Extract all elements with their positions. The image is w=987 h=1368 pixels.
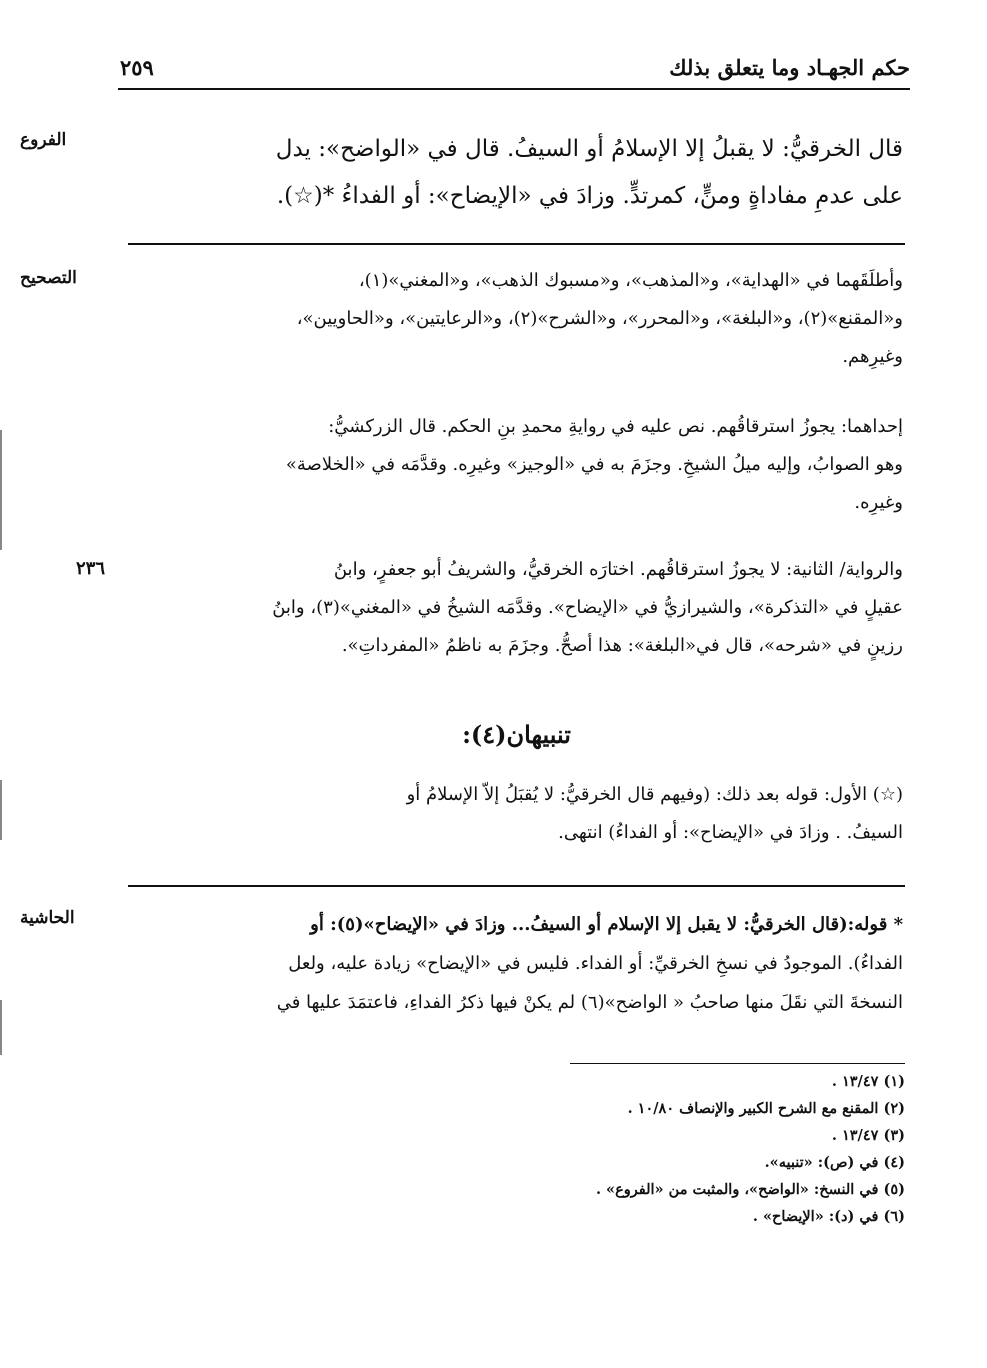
tashih-p3-line-3: رزينٍ في «شرحه»، قال في«البلغة»: هذا أصحُّ. وجزَمَ به ناظمُ «المفرداتِ».: [341, 635, 903, 656]
footnote-3: (٣) ١٣/٤٧ .: [831, 1127, 905, 1144]
running-header: [120, 54, 910, 82]
tashih-paragraph-3: [130, 551, 903, 665]
label-tashih: التصحيح: [20, 268, 77, 288]
tashih-p1-line-3: وغيرِهم.: [842, 346, 903, 367]
tashih-paragraph-1: [130, 262, 903, 376]
notice-line-1: (☆) الأول: قوله بعد ذلك: (وفيهم قال الخرقيُّ: لا يُقبَلُ إلاّ الإسلامُ أو: [406, 784, 903, 805]
footnotes: [400, 1068, 905, 1230]
header-rule: [118, 88, 910, 90]
hashiya-line-2: الفداءُ). الموجودُ في نسخِ الخرقيِّ: أو الفداء. فليس في «الإيضاح» زيادة عليه، ولعل: [288, 953, 903, 974]
furu-line-1: قال الخرقيُّ: لا يقبلُ إلا الإسلامُ أو السيفُ. قال في «الواضح»: يدل: [275, 136, 903, 162]
tashih-p2-line-2: وهو الصوابُ، وإليه ميلُ الشيخِ. وجزَمَ به في «الوجيز» وغيرِه. وقدَّمَه في «الخلاصة»: [285, 454, 903, 475]
tashih-p1-line-1: وأطلَقَهما في «الهداية»، و«المذهب»، و«مسبوك الذهب»، و«المغني»(١)،: [358, 270, 903, 291]
scan-edge-mark: [0, 780, 2, 840]
footnote-rule: [570, 1063, 905, 1064]
hashiya-line-3: النسخةَ التي نقَلَ منها صاحبُ « الواضح»(٦) لم يكنْ فيها ذكرُ الفداءِ، فاعتمَدَ عليها في: [276, 992, 903, 1013]
margin-number: ٢٣٦: [76, 558, 106, 579]
notice-line-2: السيفُ. . وزادَ في «الإيضاح»: أو الفداءُ) انتهى.: [558, 822, 903, 843]
notice-text: [130, 776, 903, 852]
section-rule-2: [128, 885, 905, 887]
tashih-p2-line-1: إحداهما: يجوزُ استرقاقُهم. نص عليه في روايةِ محمدِ بنِ الحكم. قال الزركشيُّ:: [328, 416, 903, 437]
label-hashiya: الحاشية: [20, 908, 75, 928]
page-number: ٢٥٩: [120, 55, 154, 80]
footnote-2: (٢) المقنع مع الشرح الكبير والإنصاف ١٠/٨٠ .: [627, 1100, 905, 1117]
tashih-p3-line-2: عقيلٍ في «التذكرة»، والشيرازيُّ في «الإيضاح». وقدَّمَه الشيخُ في «المغني»(٣)، وابنُ: [272, 597, 903, 618]
footnote-4: (٤) في (ص): «تنبيه».: [764, 1154, 905, 1171]
hashiya-line-1: * قوله:(قال الخرقيُّ: لا يقبل إلا الإسلام أو السيفُ... وزادَ في «الإيضاح»(٥): أو: [310, 914, 903, 935]
tashih-p2-line-3: وغيرِه.: [854, 492, 903, 513]
tashih-paragraph-2: [130, 408, 903, 522]
footnote-6: (٦) في (د): «الإيضاح» .: [752, 1208, 905, 1225]
scan-edge-mark: [0, 1000, 2, 1055]
footnote-1: (١) ١٣/٤٧ .: [831, 1073, 905, 1090]
section-rule-1: [128, 243, 905, 245]
hashiya-text: [130, 905, 903, 1022]
scan-edge-mark: [0, 430, 2, 550]
tashih-p3-line-1: والرواية/ الثانية: لا يجوزُ استرقاقُهم. اختارَه الخرقيُّ، والشريفُ أبو جعفرٍ، وابنُ: [333, 559, 903, 580]
notice-title: تنبيهان(٤):: [462, 720, 571, 749]
label-furu: الفروع: [20, 130, 67, 150]
furu-line-2: على عدمِ مفاداةٍ ومنٍّ، كمرتدٍّ. وزادَ في «الإيضاح»: أو الفداءُ *(☆).: [276, 183, 903, 209]
furu-text: [130, 126, 903, 220]
footnote-5: (٥) في النسخ: «الواضح»، والمثبت من «الفروع» .: [595, 1181, 905, 1198]
running-title: حكم الجهـاد وما يتعلق بذلك: [669, 55, 910, 80]
tashih-p1-line-2: و«المقنع»(٢)، و«البلغة»، و«المحرر»، و«الشرح»(٢)، و«الرعايتين»، و«الحاويين»،: [296, 308, 903, 329]
